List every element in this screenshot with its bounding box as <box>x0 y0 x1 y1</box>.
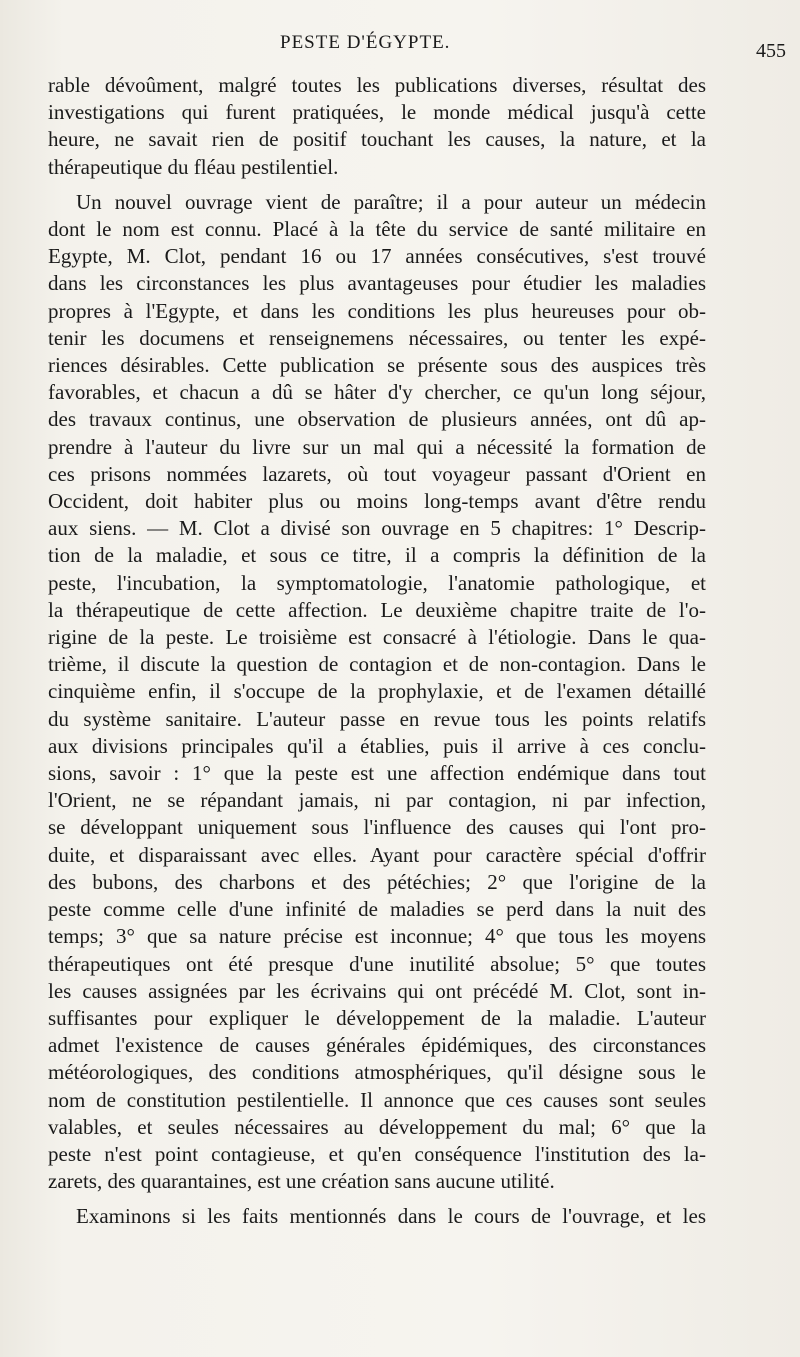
page-number: 455 <box>756 40 786 62</box>
paragraph <box>48 1203 706 1230</box>
text-line: des travaux continus, une observation de plusieurs années, ont dû ap- <box>48 407 706 432</box>
text-line: météorologiques, des conditions atmosphériques, qu'il désigne sous le <box>48 1060 706 1085</box>
text-line: la thérapeutique de cette affection. Le deuxième chapitre traite de l'o- <box>48 597 706 622</box>
text-line: thérapeutiques ont été presque d'une inutilité absolue; 5° que toutes <box>48 951 706 976</box>
text-line: thérapeutique du fléau pestilentiel. <box>48 154 339 179</box>
text-line: temps; 3° que sa nature précise est inconnue; 4° que tous les moyens <box>48 924 706 949</box>
text-line: suffisantes pour expliquer le développement de la maladie. L'auteur <box>48 1005 706 1030</box>
text-line: Egypte, M. Clot, pendant 16 ou 17 années consécutives, s'est trouvé <box>48 244 706 269</box>
text-line: Un nouvel ouvrage vient de paraître; il a pour auteur un médecin <box>76 189 706 214</box>
text-line: l'Orient, ne se répandant jamais, ni par contagion, ni par infection, <box>48 788 706 813</box>
text-line: aux siens. — M. Clot a divisé son ouvrage en 5 chapitres: 1° Descrip- <box>48 516 706 541</box>
text-line: admet l'existence de causes générales épidémiques, des circonstances <box>48 1033 706 1058</box>
text-line: investigations qui furent pratiquées, le monde médical jusqu'à cette <box>48 100 706 125</box>
text-line: propres à l'Egypte, et dans les conditions les plus heureuses pour ob- <box>48 298 706 323</box>
running-title: PESTE D'ÉGYPTE. <box>280 32 451 53</box>
text-line: prendre à l'auteur du livre sur un mal qui a nécessité la formation de <box>48 434 706 459</box>
text-line: sions, savoir : 1° que la peste est une affection endémique dans tout <box>48 761 706 786</box>
text-line: des bubons, des charbons et des pétéchies; 2° que l'origine de la <box>48 869 706 894</box>
text-line: tenir les documens et renseignemens nécessaires, ou tenter les expé- <box>48 325 706 350</box>
paragraph-gap <box>48 181 706 189</box>
text-line: tion de la maladie, et sous ce titre, il a compris la définition de la <box>48 543 706 568</box>
text-line: riences désirables. Cette publication se présente sous des auspices très <box>48 353 706 378</box>
text-line: du système sanitaire. L'auteur passe en revue tous les points relatifs <box>48 706 706 731</box>
text-line: favorables, et chacun a dû se hâter d'y chercher, ce qu'un long séjour, <box>48 380 706 405</box>
text-line: rable dévoûment, malgré toutes les publications diverses, résultat des <box>48 73 706 97</box>
text-line: valables, et seules nécessaires au développement du mal; 6° que la <box>48 1114 706 1139</box>
text-line: duite, et disparaissant avec elles. Ayant pour caractère spécial d'offrir <box>48 842 706 867</box>
paragraph-gap <box>48 1195 706 1203</box>
text-line: ces prisons nommées lazarets, où tout voyageur passant d'Orient en <box>48 461 706 486</box>
text-line: heure, ne savait rien de positif touchant les causes, la nature, et la <box>48 127 706 152</box>
text-line: cinquième enfin, il s'occupe de la prophylaxie, et de l'examen détaillé <box>48 679 706 704</box>
text-line: peste, l'incubation, la symptomatologie, l'anatomie pathologique, et <box>48 570 706 595</box>
text-body <box>48 72 706 1231</box>
text-line: Examinons si les faits mentionnés dans le cours de l'ouvrage, et les <box>76 1204 706 1229</box>
paragraph <box>48 189 706 1196</box>
text-line: peste comme celle d'une infinité de maladies se perd dans la nuit des <box>48 897 706 922</box>
text-line: trième, il discute la question de contagion et de non-contagion. Dans le <box>48 652 706 677</box>
text-line: peste n'est point contagieuse, et qu'en conséquence l'institution des la- <box>48 1141 706 1166</box>
text-line: nom de constitution pestilentielle. Il annonce que ces causes sont seules <box>48 1087 706 1112</box>
text-line: les causes assignées par les écrivains qui ont précédé M. Clot, sont in- <box>48 978 706 1003</box>
text-line: aux divisions principales qu'il a établies, puis il arrive à ces conclu- <box>48 733 706 758</box>
page-header <box>48 32 786 72</box>
text-line: zarets, des quarantaines, est une création sans aucune utilité. <box>48 1169 555 1194</box>
text-line: se développant uniquement sous l'influence des causes qui l'ont pro- <box>48 815 706 840</box>
paragraph <box>48 72 706 181</box>
text-line: dont le nom est connu. Placé à la tête du service de santé militaire en <box>48 217 706 242</box>
text-line: Occident, doit habiter plus ou moins long-temps avant d'être rendu <box>48 489 706 514</box>
text-line: dans les circonstances les plus avantageuses pour étudier les maladies <box>48 271 706 296</box>
text-line: rigine de la peste. Le troisième est consacré à l'étiologie. Dans le qua- <box>48 625 706 650</box>
